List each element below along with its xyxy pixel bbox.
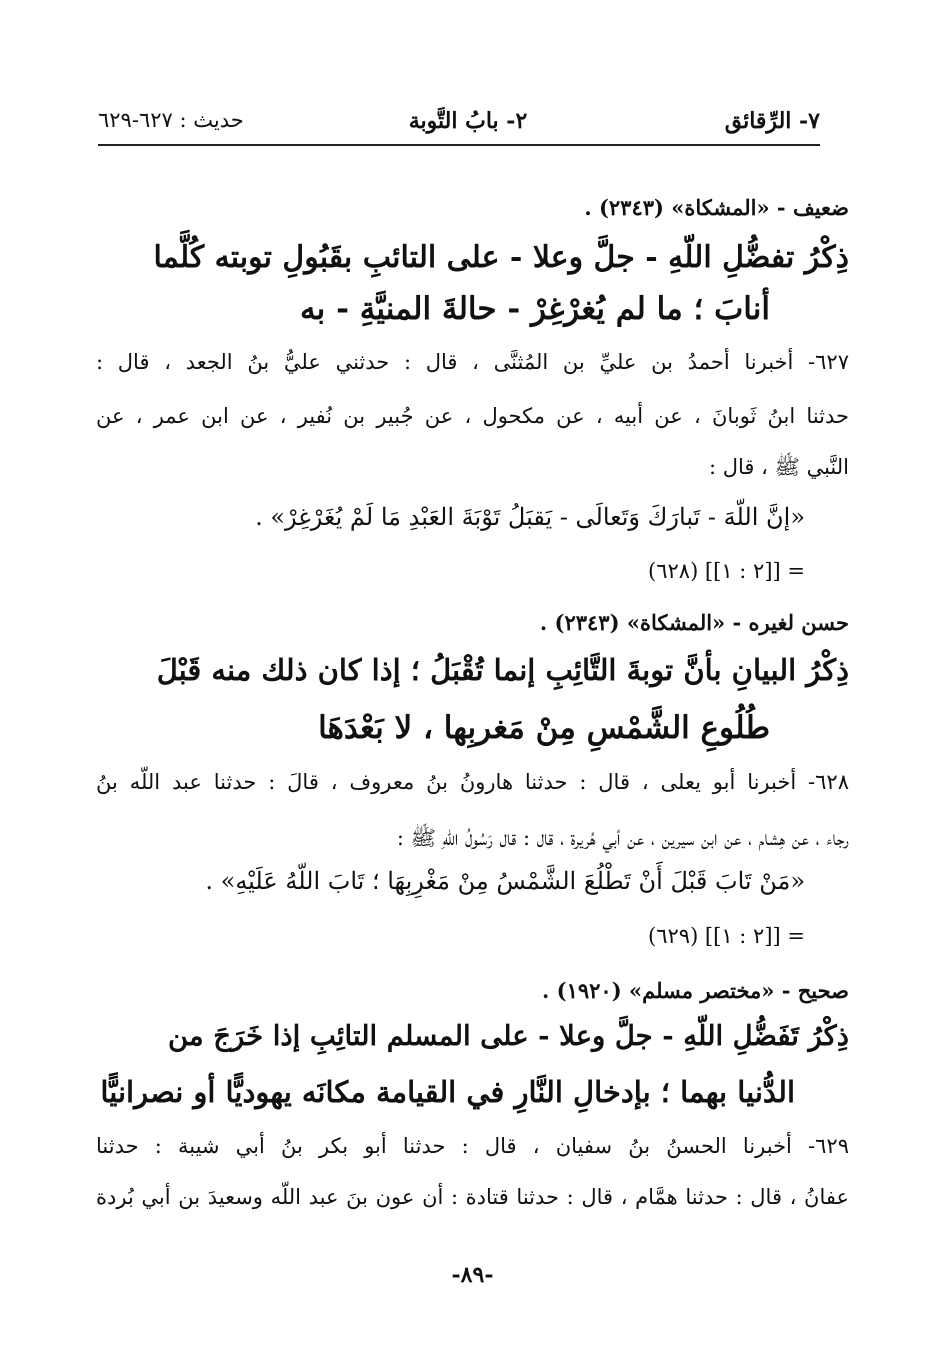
grading-line: ضعيف - «المشكاة» (٢٣٤٣) . (584, 195, 849, 220)
page-number: -٨٩- (451, 1262, 494, 1288)
cross-reference-line: = [[٢ : ١]] (٦٢٨) (648, 559, 805, 583)
cross-reference-line: = [[٢ : ١]] (٦٢٩) (648, 924, 805, 948)
chapter-heading-line: طُلُوعِ الشَّمْسِ مِنْ مَغربِها ، لا بَعْدَهَا (318, 710, 770, 746)
running-header (98, 104, 820, 146)
chapter-heading-line: أنابَ ؛ ما لم يُغرْغِرْ - حالةَ المنيَّةِ - به (300, 291, 770, 327)
section-title: ٢- بابُ التَّوبة (408, 108, 528, 134)
hadith-text-line: حدثنا ابنُ ثَوبانَ ، عن أبيه ، عن مكحول ، عن جُبير بن نُفير ، عن ابن عمر ، عن (96, 404, 850, 428)
hadith-text-line: عفانُ ، قال : حدثنا همَّام ، قال : حدثنا قتادة : أن عون بنَ عبد اللّه وسعيدَ بن أبي بُردة (96, 1185, 849, 1209)
chapter-heading-line: ذِكْرُ البيانِ بأنَّ توبةَ التَّائِبِ إنما تُقْبَلُ ؛ إذا كان ذلك منه قَبْلَ (156, 653, 849, 687)
hadith-text-line: ٦٢٩- أخبرنا الحسنُ بنُ سفيان ، قال : حدثنا أبو بكر بنُ أبي شيبة : حدثنا (96, 1134, 849, 1158)
chapter-heading-line: ذِكْرُ تفضُّلِ اللّهِ - جلَّ وعلا - على التائبِ بقَبُولِ توبته كُلَّما (153, 240, 849, 275)
hadith-text-line: النَّبي ﷺ ، قال : (708, 455, 849, 479)
grading-line: حسن لغيره - «المشكاة» (٢٣٤٣) . (539, 610, 849, 635)
hadith-matn-line: «مَنْ تَابَ قَبْلَ أَنْ تَطْلُعَ الشَّمْسُ مِنْ مَغْرِبِهَا ؛ تَابَ اللّهُ عَلَيْهِ» . (205, 867, 805, 895)
hadith-text-line: ٦٢٨- أخبرنا أبو يعلى ، قال : حدثنا هارونُ بنُ معروف ، قالَ : حدثنا عبد اللّه بنُ (96, 770, 849, 794)
hadith-text-line: رجاء ، عن هِشام ، عن ابن سيرين ، عن أبي هُريرة ، قال : قال رَسُولُ اللّهِ ﷺ : (396, 826, 849, 850)
chapter-title: ٧- الرِّقائق (724, 108, 820, 134)
hadith-text-line: ٦٢٧- أخبرنا أحمدُ بن عليِّ بن المُثنَّى ، قال : حدثني عليُّ بنُ الجعد ، قال : (96, 350, 849, 374)
chapter-heading-line: الدُّنيا بهما ؛ بإدخالِ النَّارِ في القيامة مكانَه يهوديًّا أو نصرانيًّا (100, 1075, 795, 1109)
grading-line: صحيح - «مختصر مسلم» (١٩٢٠) . (542, 978, 849, 1003)
chapter-heading-line: ذِكْرُ تَفَضُّلِ اللّهِ - جلَّ وعلا - على المسلم التائِبِ إذا خَرَجَ من (167, 1020, 849, 1052)
hadith-matn-line: «إنَّ اللّهَ - تَبارَكَ وَتَعالَى - يَقبَلُ تَوْبَةَ العَبْدِ مَا لَمْ يُغَرْغِرْ» . (255, 503, 805, 531)
hadith-range: حديث : ٦٢٧-٦٢٩ (98, 108, 244, 132)
